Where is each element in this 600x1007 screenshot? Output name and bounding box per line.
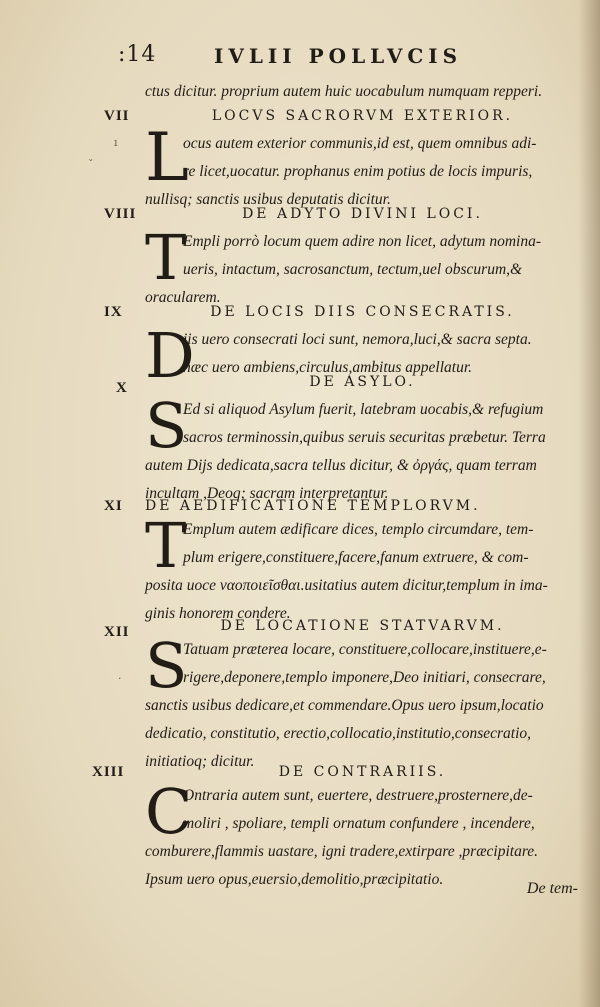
drop-cap: S [145,629,188,702]
text-line: ueris, intactum, sacrosanctum, tectum,uel obscurum,& [183,261,523,278]
section-number-x: X [116,380,128,396]
section-number-xiii: XIII [92,764,125,780]
page-number: :14 [118,42,157,67]
page-header [118,42,578,72]
text-line: iis uero consecrati loci sunt, nemora,luci,& sacra septa. [183,331,532,348]
text-line: incultam ,Deoq; sacram interpretantur. [145,485,389,502]
paragraph-x [145,389,580,508]
text-line: nullisq; sanctis usibus deputatis dicitur. [145,191,391,208]
text-line: rigere,deponere,templo imponere,Deo initiari, consecrare, [183,669,546,686]
section-title-viii: DE ADYTO DIVINI LOCI. [242,206,483,222]
section-title-xii: DE LOCATIONE STATVARVM. [220,618,505,634]
paragraph-xiii [145,775,580,894]
text-line: Emplum autem ædificare dices, templo circumdare, tem- [183,521,534,538]
drop-cap: S [145,389,188,462]
drop-cap: T [145,221,187,294]
paragraph-xi [145,509,580,628]
section-number-ix: IX [104,304,123,320]
catchword: De tem- [526,880,578,897]
drop-cap: C [145,775,193,848]
text-line: Tatuam præterea locare, constituere,collocare,instituere,e- [183,641,547,658]
page-edge-shadow [578,0,600,1007]
text-line: initiatioq; dicitur. [145,753,255,770]
section-title-xiii: DE CONTRARIIS. [278,764,447,780]
drop-cap: D [145,319,195,392]
text-line: Ipsum uero opus,euersio,demolitio,præcipitatio. [145,871,444,888]
drop-cap: T [145,509,187,582]
paragraph-xii [145,629,580,776]
section-number-vii: VII [104,108,130,124]
section-title-x: DE ASYLO. [309,374,416,390]
text-line: plum erigere,constituere,facere,fanum extruere, & com- [183,549,529,566]
continuation-line: ctus dicitur. proprium autem huic uocabulum numquam repperi. [145,83,543,100]
paragraph-vii [145,119,580,214]
margin-mark: ˇ [88,158,94,171]
paragraph-viii [145,221,580,312]
text-line: moliri , spoliare, templi ornatum confundere , incendere, [183,815,535,832]
margin-mark: · [118,672,122,685]
text-line: Ed si aliquod Asylum fuerit, latebram uocabis,& refugium [183,401,544,418]
section-title-vii: LOCVS SACRORVM EXTERIOR. [211,108,514,124]
section-number-viii: VIII [104,206,137,222]
margin-mark: ı [114,136,118,149]
text-line: re licet,uocatur. prophanus enim potius de locis impuris, [183,163,533,180]
section-title-xi: DE AEDIFICATIONE TEMPLORVM. [145,498,481,514]
text-line: Ontraria autem sunt, euertere, destruere,prosternere,de- [183,787,533,804]
text-line: dedicatio, constitutio, erectio,collocatio,institutio,consecratio, [145,725,532,742]
section-title-ix: DE LOCIS DIIS CONSECRATIS. [210,304,515,320]
text-line: hæc uero ambiens,circulus,ambitus appellatur. [183,359,473,376]
section-number-xi: XI [104,498,123,514]
text-line: sacros terminossin,quibus seruis securitas præbetur. Terra [183,429,546,446]
running-head: IVLII POLLVCIS [214,44,463,68]
text-line: ocus autem exterior communis,id est, quem omnibus adi- [183,135,537,152]
text-line: Empli porrò locum quem adire non licet, adytum nomina- [183,233,542,250]
text-line: posita uoce ναοποιεῖσθαι.usitatius autem dicitur,templum in ima- [145,577,548,594]
text-line: comburere,flammis uastare, igni tradere,extirpare ,præcipitare. [145,843,539,860]
text-line: sanctis usibus dedicare,et commendare.Opus uero ipsum,locatio [145,697,544,714]
drop-cap: L [145,119,189,196]
text-line: oracularem. [145,289,221,306]
text-line: autem Dijs dedicata,sacra tellus dicitur, & ὀργάς, quam terram [145,457,537,474]
text-line: ginis honorem condere. [145,605,291,622]
section-number-xii: XII [104,624,130,640]
